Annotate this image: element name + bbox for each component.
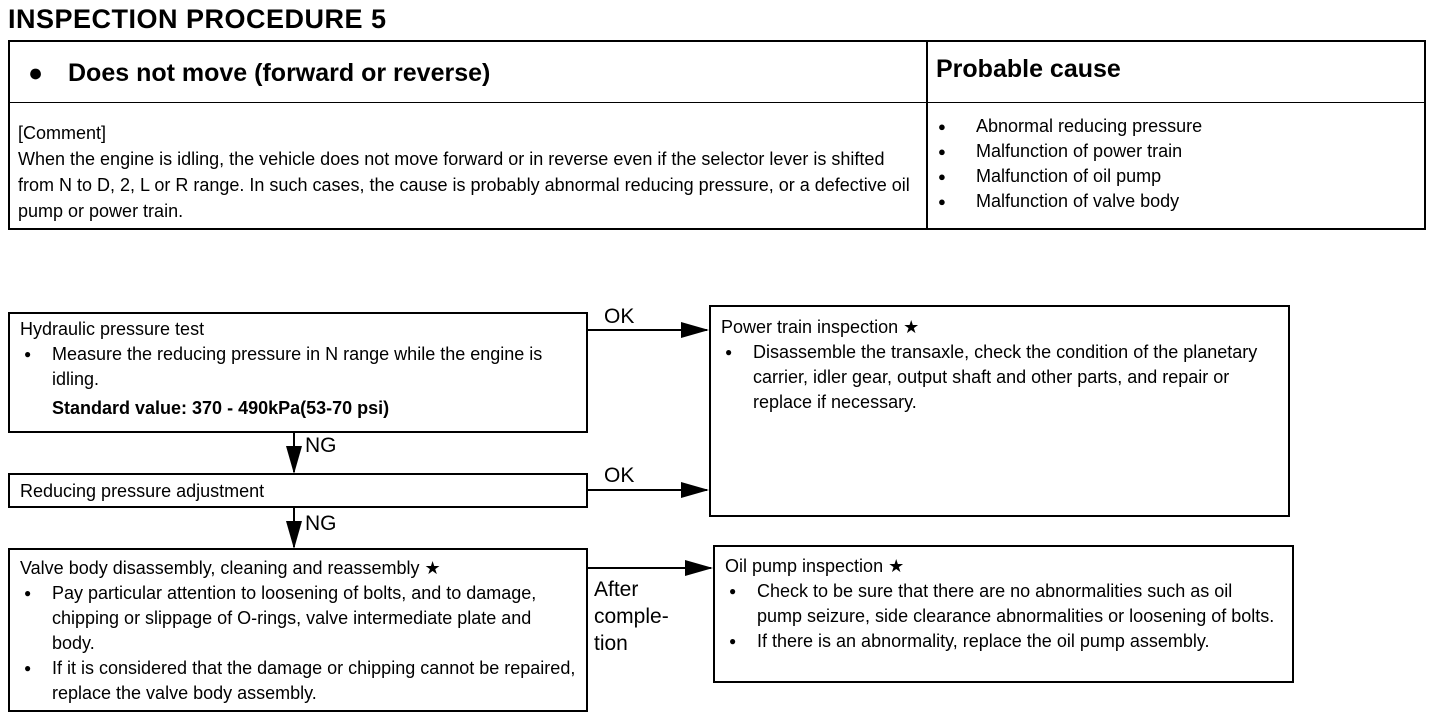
step-bullet: ● If it is considered that the damage or chipping cannot be repaired, replace the valve body assembly. — [20, 656, 576, 706]
step-title: Oil pump inspection ★ — [725, 556, 905, 576]
step-bullet: ● Measure the reducing pressure in N range while the engine is idling. — [20, 342, 576, 392]
ok-label: OK — [604, 305, 635, 328]
step-title: Reducing pressure adjustment — [20, 481, 265, 501]
step-title: Power train inspection ★ — [721, 317, 920, 337]
power-train-inspection-box — [709, 305, 1290, 517]
step-bullet: ● Check to be sure that there are no abnormalities such as oil pump seizure, side clearance abnormalities or loosening of bolts. — [725, 579, 1282, 629]
symptom-bullet: ● — [28, 59, 44, 87]
reducing-pressure-adjustment-box — [8, 473, 588, 508]
ng-label: NG — [305, 434, 337, 457]
step-title: Valve body disassembly, cleaning and reassembly ★ — [20, 558, 441, 578]
comment-label: [Comment] — [18, 123, 107, 143]
step-bullet: ● Disassemble the transaxle, check the condition of the planetary carrier, idler gear, output shaft and other parts, and repair or replace if necessary. — [721, 340, 1278, 415]
oil-pump-inspection-box — [713, 545, 1294, 683]
cause-item: ● Malfunction of power train — [936, 139, 1202, 164]
page-title: INSPECTION PROCEDURE 5 — [8, 4, 387, 34]
step-bullet: ● Pay particular attention to loosening of bolts, and to damage, chipping or slippage of O-rings, valve intermediate plate and body. — [20, 581, 576, 656]
cause-item: ● Malfunction of oil pump — [936, 164, 1202, 189]
after-completion-label: After comple- tion — [594, 578, 669, 655]
step-bullet: ● If there is an abnormality, replace the oil pump assembly. — [725, 629, 1282, 654]
symptom-text: Does not move (forward or reverse) — [68, 59, 491, 87]
step-title: Hydraulic pressure test — [20, 319, 205, 339]
hydraulic-pressure-test-box — [8, 312, 588, 433]
standard-value: Standard value: 370 - 490kPa(53-70 psi) — [52, 398, 390, 418]
cause-item: ● Abnormal reducing pressure — [936, 114, 1202, 139]
ng-label: NG — [305, 512, 337, 535]
cause-item: ● Malfunction of valve body — [936, 189, 1202, 214]
ok-label: OK — [604, 464, 635, 487]
comment-text: When the engine is idling, the vehicle does not move forward or in reverse even if the selector lever is shifted from N to D, 2, L or R range. In such cases, the cause is probably abnormal reducing pressure, or a defective oil pump or power train. — [18, 149, 910, 221]
valve-body-disassembly-box — [8, 548, 588, 712]
probable-cause-heading: Probable cause — [936, 55, 1121, 83]
